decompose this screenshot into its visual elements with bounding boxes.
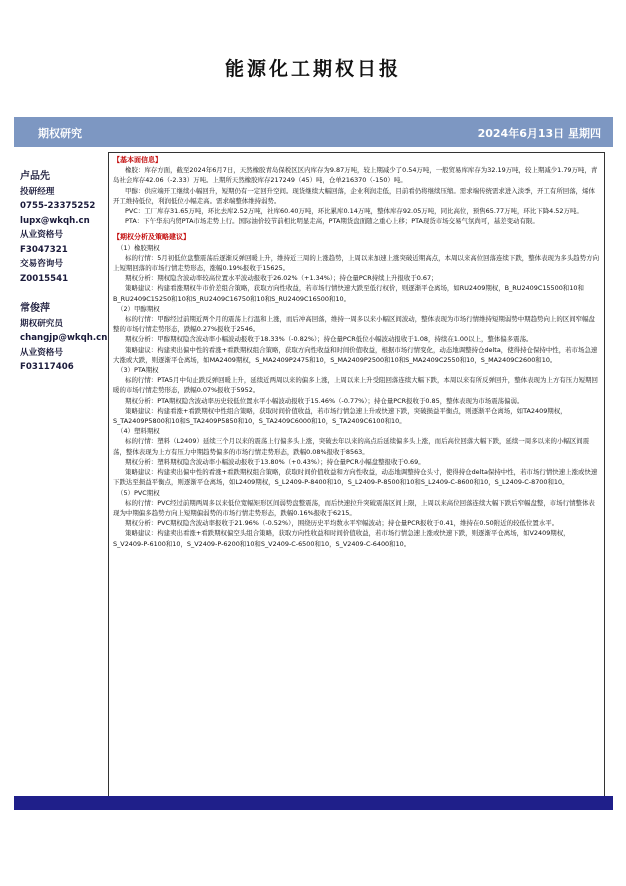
pvc-strategy: 策略建议：构建卖出看涨+看跌期权偏空头组合策略，获取方向性收益和时间价值收益，若市场行情急速上涨或快速下跌，则逐渐平仓离场，如V2409期权，S_V2409-P-6100和10，S_V2409-P-6200和10和S_V2409-C-6500和10，S_V2409-C-6400和10。 xyxy=(113,529,570,548)
fundamentals-pta: PTA：下午华东内贸PTA市场走势上行。国际油价较节前相比明显走高，PTA期货盘面随之重心上移；PTA现货市场交易气氛尚可，基差变动有限。 xyxy=(125,217,539,226)
fundamentals-heading: 【基本面信息】 xyxy=(113,156,162,164)
rubber-strategy: 策略建议：构建看涨期权牛市价差组合策略，获取方向性收益，若市场行情快速大跌至低行权价，则逐渐平仓离场，如RU2409期权，B_RU2409C15500和10和B_RU2409C15250和10和S_RU2409C16750和10和S_RU2409C16500和10。 xyxy=(113,284,584,303)
plastic-underlying: 标的行情：塑料（L2409）延续三个月以来的震荡上行偏多头上涨，突破去年以来的高点后延续偏多头上涨，而后高位回落大幅下跌，延续一周多以来的小幅区间震荡，整体表现为上方有压力中期趋势偏多的市场行情走势形态，跌幅0.08%报收于8563。 xyxy=(113,437,590,456)
rubber-option-heading: （1）橡胶期权 xyxy=(117,243,160,252)
methanol-strategy: 策略建议：构建卖出偏中性的看涨+看跌期权组合策略，获取方向性收益和时间价值收益，根据市场行情变化，动态地调整持仓delta，使得持仓保持中性，若市场急速大涨或大跌，则逐渐平仓离场，如MA2409期权，S_MA2409P2475和10，S_MA2409P2500和10和S_MA2409C2550和10，S_MA2409C2600和10。 xyxy=(113,345,598,364)
rubber-analysis: 期权分析：期权隐含波动率较高位置水平波动报收于26.02%（+1.34%）；持仓量PCR持续上升报收于0.67； xyxy=(125,274,438,283)
methanol-option-heading: （2）甲醇期权 xyxy=(117,304,160,313)
analyst1-name: 卢品先 xyxy=(20,171,50,182)
analyst1-cert-label: 从业资格号 xyxy=(20,230,63,240)
pta-analysis: 期权分析：PTA期权隐含波动率历史较低位置水平小幅波动报收于15.46%（-0.77%）；持仓量PCR报收于0.85，整体表现为市场震荡偏弱。 xyxy=(125,396,524,405)
report-date: 2024年6月13日 星期四 xyxy=(477,127,601,140)
analyst1-role: 投研经理 xyxy=(20,186,55,197)
plastic-option-heading: （4）塑料期权 xyxy=(117,427,160,436)
analyst2-role: 期权研究员 xyxy=(20,318,63,329)
report-body xyxy=(108,152,605,807)
pta-option-heading: （3）PTA期权 xyxy=(117,366,159,375)
header-banner xyxy=(14,117,613,147)
methanol-analysis: 期权分析：甲醇期权隐含波动率小幅波动报收于18.33%（-0.82%）；持仓量PCR低位小幅波动报收于1.08，持续在1.00以上，整体偏多震荡。 xyxy=(125,335,533,344)
analyst1-phone: 0755-23375252 xyxy=(20,201,96,211)
analyst2-cert-no: F03117406 xyxy=(20,362,74,372)
analyst2-cert-label: 从业资格号 xyxy=(20,347,63,358)
analyst1-email[interactable]: lupx@wkqh.cn xyxy=(20,215,90,226)
pvc-underlying: 标的行情：PVC经过前期两周多以来低位宽幅矩形区间弱势盘整震荡，而后快速拉升突破震荡区间上限，上周以来高位回落连续大幅下跌后窄幅盘整，市场行情整体表现为中期偏多趋势方向上短期偏弱势的市场行情走势形态，跌幅0.16%报收于6215。 xyxy=(113,498,595,517)
analyst-sidebar xyxy=(20,170,108,375)
fundamentals-rubber: 橡胶：库存方面，截至2024年6月7日，天然橡胶青岛保税区区内库存为9.87万吨，较上期减少了0.54万吨，一般贸易库库存为32.19万吨，较上期减少1.79万吨，青岛社会库存42.06（-2.33）万吨。上期所天然橡胶库存217249（45）吨，仓单216370（-150）吨。 xyxy=(113,166,598,185)
fundamentals-pvc: PVC：工厂库存31.65万吨，环比去库2.52万吨，社库60.40万吨，环比累库0.14万吨，整体库存92.05万吨，同比高位，预售65.77万吨，环比下降4.52万吨。 xyxy=(125,207,583,216)
page-title: 能源化工期权日报 xyxy=(224,58,401,80)
pvc-option-heading: （5）PVC期权 xyxy=(117,488,160,497)
pta-strategy: 策略建议：构建看涨+看跌期权中性组合策略，获取时间价值收益，若市场行情急速上升或快速下跌，突破损益平衡点，则逐渐平仓离场，如TA2409期权，S_TA2409P5800和10和S_TA2409P5850和10，S_TA2409C6000和10，S_TA2409C6100和10。 xyxy=(113,406,567,426)
fundamentals-methanol: 甲醇：供应端开工继续小幅回升，短期仍有一定回升空间。现货继续大幅回落，企业利润走低，目前看仍将继续压缩。需求端传统需求进入淡季，开工有所回落，烯体开工维持低位，利润低位小幅走高。需求端整体维持弱势。 xyxy=(113,186,595,205)
pta-underlying: 标的行情：PTA5月中旬止跌反弹回暖上升，延续近两周以来的偏多上涨，上周以来上升受阻回落连续大幅下跌，本周以来有所反弹回升，整体表现为上方有压力短期回暖的市场行情走势形态，跌幅0.07%报收于5952。 xyxy=(113,376,598,395)
analyst1-consult-label: 交易咨询号 xyxy=(20,259,63,269)
analyst1-cert-no: F3047321 xyxy=(20,244,68,255)
analyst2-email[interactable]: changjp@wkqh.cn xyxy=(20,333,108,343)
methanol-underlying: 标的行情：甲醇经过前期近两个月的震荡上行温和上涨，而后冲高回落，维持一周多以来小幅区间波动，整体表现为市场行情维持短期弱势中期趋势向上的区间窄幅盘整的市场行情走势形态，跌幅0.27%报收于2546。 xyxy=(113,315,595,334)
rubber-underlying: 标的行情：5月初低位盘整震荡后逐渐反弹回暖上升，维持近三周的上涨趋势，上周以来加速上涨突破近期高点，本周以来高位回落连续下跌，整体表现为多头趋势方向上短期回落的市场行情走势形态，涨幅0.19%报收于15625。 xyxy=(113,253,600,273)
strategy-heading: 【期权分析及策略建议】 xyxy=(113,233,190,242)
plastic-analysis: 期权分析：塑料期权隐含波动率小幅波动报收于13.80%（+0.43%）；持仓量PCR小幅盘整报收于0.69。 xyxy=(125,457,425,466)
report-category: 期权研究 xyxy=(38,127,82,140)
analyst2-name: 常俊萍 xyxy=(20,303,50,314)
pvc-analysis: 期权分析：PVC期权隐含波动率报收于21.96%（-0.52%），围绕历史平均数水平窄幅波动；持仓量PCR报收于0.41，维持在0.50附近的较低位置水平。 xyxy=(125,519,559,528)
plastic-strategy: 策略建议：构建卖出偏中性的看涨+看跌期权组合策略，获取时间价值收益和方向性收益，动态地调整持仓头寸，使得持仓delta保持中性，若市场行情快速上涨或快速下跌达至损益平衡点，则逐渐平仓离场，如L2409期权，S_L2409-P-8400和10，S_L2409-P-8500和10和S_L2409-C-8600和10，S_L2409-C-8700和10。 xyxy=(113,468,598,487)
footer-bar xyxy=(14,796,613,810)
analyst1-consult-no: Z0015541 xyxy=(20,273,69,284)
